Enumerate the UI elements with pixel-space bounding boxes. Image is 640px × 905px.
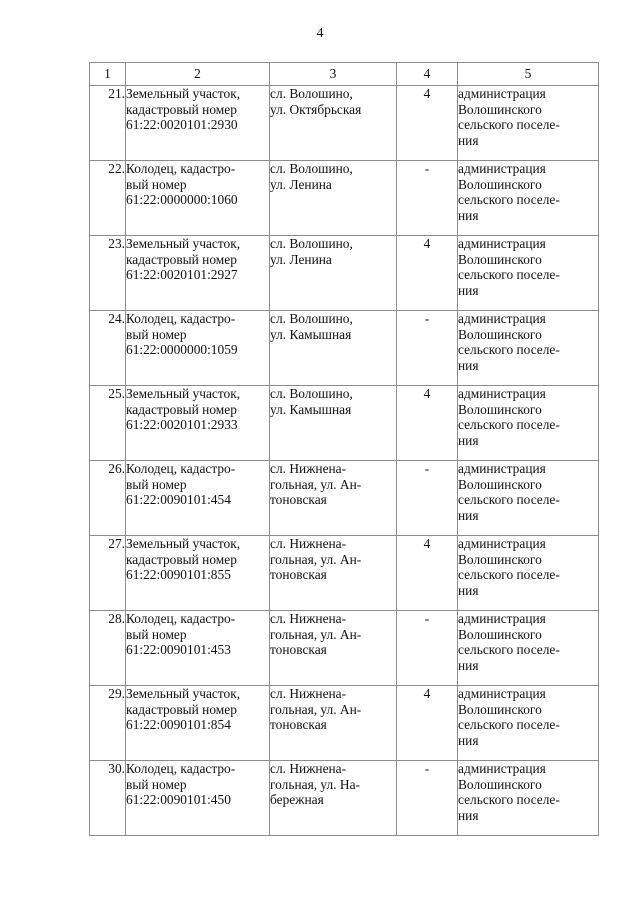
object-owner-line: Волошинского [458, 776, 542, 792]
object-description [126, 386, 270, 461]
object-description-line: 61:22:0090101:453 [126, 642, 231, 657]
object-description-line: кадастровый номер [126, 701, 237, 717]
table-body [90, 63, 599, 836]
object-description-line: Земельный участок, [126, 686, 241, 701]
object-description-line: Колодец, кадастро- [126, 461, 236, 476]
object-quantity: 4 [397, 536, 458, 611]
object-description-line: 61:22:0020101:2927 [126, 267, 238, 282]
object-description-line: Колодец, кадастро- [126, 161, 236, 176]
object-address-line: ул. Камышная [270, 401, 352, 417]
object-owner-line: сельского поселе- [458, 792, 560, 807]
object-owner-line: Волошинского [458, 251, 542, 267]
object-owner [458, 86, 599, 161]
row-number: 29. [90, 686, 126, 761]
object-address-line: бережная [270, 792, 324, 807]
object-address-line: сл. Нижнена- [270, 461, 347, 476]
object-owner-line: администрация [458, 461, 546, 476]
object-owner-line: администрация [458, 761, 546, 776]
object-owner [458, 386, 599, 461]
row-number: 22. [90, 161, 126, 236]
object-owner-line: сельского поселе- [458, 567, 560, 582]
object-address [270, 686, 397, 761]
object-address [270, 461, 397, 536]
row-number: 30. [90, 761, 126, 836]
object-owner-line: Волошинского [458, 176, 542, 192]
object-address [270, 536, 397, 611]
object-address-line: сл. Волошино, [270, 236, 353, 251]
object-address [270, 236, 397, 311]
object-address [270, 611, 397, 686]
row-number: 28. [90, 611, 126, 686]
object-address-line: тоновская [270, 492, 327, 507]
object-owner-line: администрация [458, 536, 546, 551]
object-description-line: вый номер [126, 626, 187, 642]
object-owner-line: сельского поселе- [458, 417, 560, 432]
object-address-line: сл. Волошино, [270, 311, 353, 326]
column-header-4: 4 [397, 63, 458, 86]
object-owner-line: ния [458, 207, 479, 223]
object-quantity: 4 [397, 236, 458, 311]
object-owner-line: администрация [458, 686, 546, 701]
object-address-line: сл. Волошино, [270, 161, 353, 176]
object-address-line: ул. Ленина [270, 176, 332, 192]
object-description-line: кадастровый номер [126, 101, 237, 117]
object-description [126, 86, 270, 161]
table-row [90, 86, 599, 161]
column-number-row [90, 63, 599, 86]
object-description-line: Земельный участок, [126, 536, 241, 551]
object-address-line: ул. Октябрьская [270, 101, 362, 117]
table-row [90, 461, 599, 536]
object-description-line: Земельный участок, [126, 386, 241, 401]
object-owner-line: администрация [458, 86, 546, 101]
object-owner-line: администрация [458, 311, 546, 326]
object-quantity: 4 [397, 686, 458, 761]
table-row [90, 386, 599, 461]
object-description [126, 311, 270, 386]
object-description-line: вый номер [126, 776, 187, 792]
object-description [126, 536, 270, 611]
table-row [90, 236, 599, 311]
object-address-line: гольная, ул. Ан- [270, 476, 362, 492]
object-description [126, 611, 270, 686]
object-quantity: 4 [397, 86, 458, 161]
table-row [90, 311, 599, 386]
object-owner [458, 611, 599, 686]
object-description-line: 61:22:0090101:450 [126, 792, 231, 807]
object-owner-line: ния [458, 657, 479, 673]
object-description-line: вый номер [126, 476, 187, 492]
column-header-3: 3 [270, 63, 397, 86]
object-owner-line: ния [458, 132, 479, 148]
object-address-line: сл. Нижнена- [270, 686, 347, 701]
object-address-line: ул. Ленина [270, 251, 332, 267]
page-number: 4 [316, 26, 324, 41]
object-quantity: 4 [397, 386, 458, 461]
table-row [90, 161, 599, 236]
object-owner-line: Волошинского [458, 551, 542, 567]
object-owner [458, 236, 599, 311]
object-owner-line: ния [458, 282, 479, 298]
object-address-line: сл. Волошино, [270, 386, 353, 401]
object-address-line: гольная, ул. На- [270, 776, 360, 792]
object-quantity: - [397, 461, 458, 536]
object-address-line: сл. Нижнена- [270, 611, 347, 626]
object-owner-line: сельского поселе- [458, 642, 560, 657]
object-description-line: 61:22:0020101:2930 [126, 117, 238, 132]
object-description-line: Колодец, кадастро- [126, 761, 236, 776]
table-row [90, 686, 599, 761]
object-owner [458, 461, 599, 536]
object-description-line: Земельный участок, [126, 236, 241, 251]
object-address-line: сл. Волошино, [270, 86, 353, 101]
object-owner-line: Волошинского [458, 101, 542, 117]
object-owner-line: ния [458, 807, 479, 823]
object-description-line: кадастровый номер [126, 251, 237, 267]
object-owner [458, 161, 599, 236]
object-address-line: тоновская [270, 567, 327, 582]
object-address-line: гольная, ул. Ан- [270, 701, 362, 717]
object-owner-line: сельского поселе- [458, 117, 560, 132]
object-owner-line: сельского поселе- [458, 717, 560, 732]
object-address [270, 161, 397, 236]
column-header-1: 1 [90, 63, 126, 86]
object-owner-line: сельского поселе- [458, 342, 560, 357]
object-description-line: вый номер [126, 326, 187, 342]
object-owner-line: администрация [458, 611, 546, 626]
object-description-line: 61:22:0000000:1060 [126, 192, 238, 207]
object-quantity: - [397, 311, 458, 386]
object-quantity: - [397, 611, 458, 686]
object-address-line: тоновская [270, 717, 327, 732]
object-description-line: вый номер [126, 176, 187, 192]
object-quantity: - [397, 161, 458, 236]
object-description-line: 61:22:0020101:2933 [126, 417, 238, 432]
object-address [270, 386, 397, 461]
object-owner-line: Волошинского [458, 701, 542, 717]
column-header-2: 2 [126, 63, 270, 86]
object-owner-line: Волошинского [458, 626, 542, 642]
object-owner [458, 761, 599, 836]
object-description [126, 461, 270, 536]
property-table [89, 62, 599, 836]
row-number: 23. [90, 236, 126, 311]
object-address [270, 311, 397, 386]
object-description-line: 61:22:0090101:855 [126, 567, 231, 582]
object-address-line: гольная, ул. Ан- [270, 551, 362, 567]
row-number: 25. [90, 386, 126, 461]
object-description-line: Колодец, кадастро- [126, 611, 236, 626]
object-address-line: гольная, ул. Ан- [270, 626, 362, 642]
object-description-line: 61:22:0090101:854 [126, 717, 231, 732]
row-number: 21. [90, 86, 126, 161]
object-address-line: тоновская [270, 642, 327, 657]
object-owner-line: сельского поселе- [458, 267, 560, 282]
table-row [90, 761, 599, 836]
table-row [90, 611, 599, 686]
object-owner-line: Волошинского [458, 401, 542, 417]
object-description [126, 761, 270, 836]
object-description-line: кадастровый номер [126, 551, 237, 567]
object-description-line: кадастровый номер [126, 401, 237, 417]
object-description-line: 61:22:0090101:454 [126, 492, 231, 507]
object-description [126, 686, 270, 761]
object-address-line: ул. Камышная [270, 326, 352, 342]
object-owner [458, 686, 599, 761]
object-address [270, 86, 397, 161]
object-address-line: сл. Нижнена- [270, 536, 347, 551]
object-owner-line: администрация [458, 236, 546, 251]
table-row [90, 536, 599, 611]
object-description [126, 161, 270, 236]
object-quantity: - [397, 761, 458, 836]
object-description-line: Земельный участок, [126, 86, 241, 101]
object-owner-line: Волошинского [458, 476, 542, 492]
object-description [126, 236, 270, 311]
row-number: 26. [90, 461, 126, 536]
object-owner-line: сельского поселе- [458, 192, 560, 207]
object-owner-line: ния [458, 732, 479, 748]
object-owner-line: ния [458, 357, 479, 373]
object-owner-line: ния [458, 507, 479, 523]
object-description-line: Колодец, кадастро- [126, 311, 236, 326]
object-owner-line: администрация [458, 161, 546, 176]
object-owner [458, 311, 599, 386]
object-owner [458, 536, 599, 611]
object-description-line: 61:22:0000000:1059 [126, 342, 238, 357]
object-owner-line: ния [458, 582, 479, 598]
object-address-line: сл. Нижнена- [270, 761, 347, 776]
object-owner-line: сельского поселе- [458, 492, 560, 507]
row-number: 27. [90, 536, 126, 611]
column-header-5: 5 [458, 63, 599, 86]
object-owner-line: Волошинского [458, 326, 542, 342]
object-owner-line: администрация [458, 386, 546, 401]
row-number: 24. [90, 311, 126, 386]
object-owner-line: ния [458, 432, 479, 448]
object-address [270, 761, 397, 836]
